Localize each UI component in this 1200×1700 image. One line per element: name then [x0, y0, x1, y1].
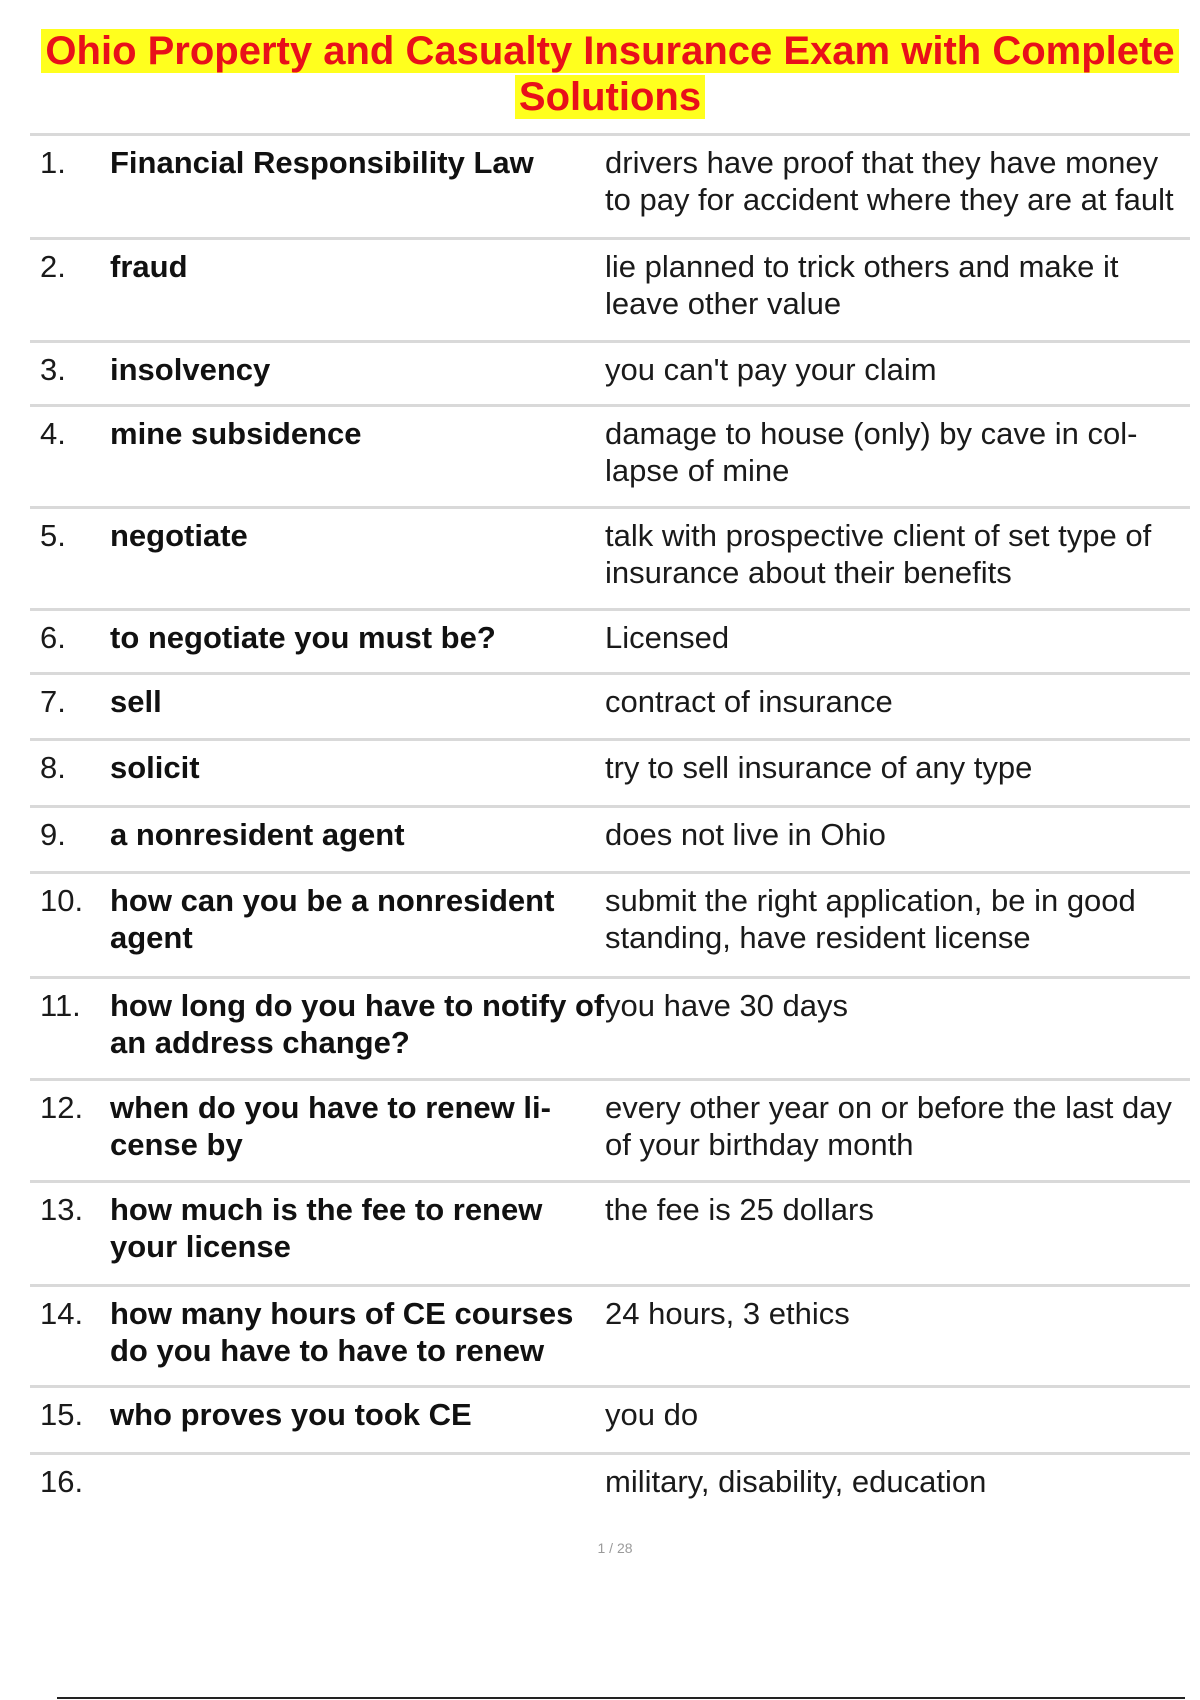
- table-row: [30, 808, 1190, 874]
- row-definition: contract of insurance: [605, 684, 893, 719]
- row-term: how many hours of CE courses do you have to have to renew: [110, 1296, 574, 1368]
- row-number: 5.: [40, 518, 66, 553]
- row-definition: 24 hours, 3 ethics: [605, 1296, 850, 1331]
- row-number: 7.: [40, 684, 66, 719]
- footer-divider: [57, 1697, 1185, 1699]
- table-row: [30, 741, 1190, 808]
- flashcard-table: [30, 133, 1190, 1521]
- row-number: 12.: [40, 1090, 84, 1125]
- row-definition: submit the right application, be in good standing, have resident license: [605, 883, 1136, 955]
- row-definition: you have 30 days: [605, 988, 849, 1023]
- table-row: [30, 675, 1190, 741]
- row-definition: you do: [605, 1397, 699, 1432]
- row-definition: the fee is 25 dollars: [605, 1192, 874, 1227]
- table-row: [30, 1455, 1190, 1521]
- row-definition: lie planned to trick others and make it leave other value: [605, 249, 1119, 321]
- table-row: [30, 240, 1190, 343]
- row-number: 6.: [40, 620, 66, 655]
- table-row: [30, 874, 1190, 979]
- table-row: [30, 1287, 1190, 1388]
- table-row: [30, 509, 1190, 611]
- table-row: [30, 979, 1190, 1081]
- row-term: to negotiate you must be?: [110, 620, 496, 655]
- row-term: when do you have to renew li- cense by: [110, 1090, 551, 1162]
- row-term: Financial Responsibility Law: [110, 145, 534, 180]
- row-term: sell: [110, 684, 162, 719]
- document-title: [30, 28, 1190, 120]
- row-number: 15.: [40, 1397, 84, 1432]
- row-definition: military, disability, education: [605, 1464, 987, 1499]
- table-row: [30, 1388, 1190, 1455]
- row-term: who proves you took CE: [110, 1397, 472, 1432]
- row-number: 9.: [40, 817, 66, 852]
- row-term: how can you be a nonresident agent: [110, 883, 555, 955]
- row-number: 11.: [40, 988, 81, 1023]
- table-row: [30, 1081, 1190, 1183]
- row-number: 13.: [40, 1192, 84, 1227]
- row-definition: Licensed: [605, 620, 730, 655]
- table-row: [30, 136, 1190, 240]
- row-term: insolvency: [110, 352, 271, 387]
- row-definition: drivers have proof that they have money to pay for accident where they are at fault: [605, 145, 1174, 217]
- table-row: [30, 343, 1190, 407]
- row-definition: does not live in Ohio: [605, 817, 886, 852]
- row-definition: try to sell insurance of any type: [605, 750, 1033, 785]
- row-definition: every other year on or before the last day of your birthday month: [605, 1090, 1172, 1162]
- row-term: a nonresident agent: [110, 817, 405, 852]
- table-row: [30, 1183, 1190, 1287]
- row-definition: talk with prospective client of set type of insurance about their benefits: [605, 518, 1152, 590]
- row-term: how long do you have to notify of an address change?: [110, 988, 605, 1060]
- row-term: solicit: [110, 750, 200, 785]
- row-number: 16.: [40, 1464, 84, 1499]
- row-term: how much is the fee to renew your license: [110, 1192, 543, 1264]
- row-number: 10.: [40, 883, 84, 918]
- row-number: 3.: [40, 352, 66, 387]
- row-number: 1.: [40, 145, 66, 180]
- row-term: negotiate: [110, 518, 248, 553]
- page-indicator: 1 / 28: [597, 1540, 633, 1556]
- row-definition: damage to house (only) by cave in col- lapse of mine: [605, 416, 1138, 488]
- row-number: 14.: [40, 1296, 84, 1331]
- table-row: [30, 407, 1190, 509]
- title-line-1: Ohio Property and Casualty Insurance Exam with Complete: [41, 29, 1178, 73]
- title-line-2: Solutions: [515, 75, 705, 119]
- row-definition: you can't pay your claim: [605, 352, 937, 387]
- row-term: mine subsidence: [110, 416, 362, 451]
- table-row: [30, 611, 1190, 675]
- row-number: 8.: [40, 750, 66, 785]
- row-number: 4.: [40, 416, 66, 451]
- row-number: 2.: [40, 249, 66, 284]
- row-term: fraud: [110, 249, 188, 284]
